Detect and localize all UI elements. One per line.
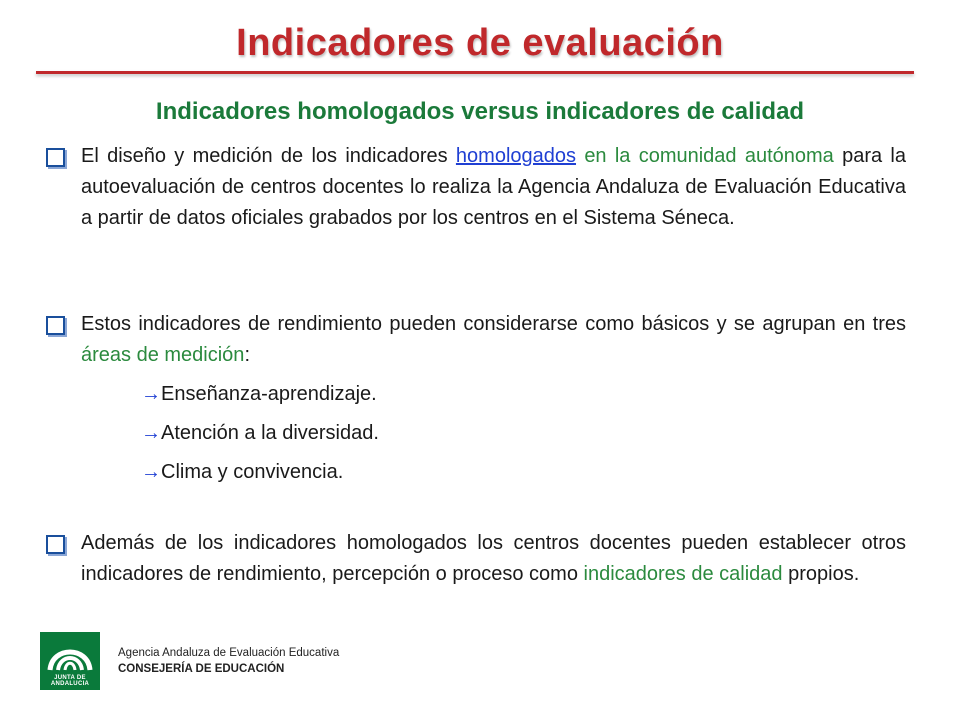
area-item: →Enseñanza-aprendizaje. <box>141 383 377 405</box>
bullet-text: Además de los indicadores homologados los centros docentes pueden establecer otros indicadores de rendimiento, percepción o proceso como indicadores de calidad propios. <box>81 532 906 585</box>
agency-name <box>118 645 339 677</box>
footer <box>40 631 339 691</box>
checkbox-square-icon <box>46 316 65 335</box>
checkbox-square-icon <box>46 535 65 554</box>
area-item: →Atención a la diversidad. <box>141 422 379 444</box>
highlight-term: áreas de medición <box>81 344 245 366</box>
bullet-text: El diseño y medición de los indicadores homologados en la comunidad autónoma para la autoevaluación de centros docentes lo realiza la Agencia Andaluza de Evaluación Educativa a partir de datos oficiales grabados por los centros en el Sistema Séneca. <box>81 145 906 229</box>
bullet-homologados <box>46 141 906 234</box>
checkbox-square-icon <box>46 148 65 167</box>
highlight-term: en la comunidad autónoma <box>584 145 834 167</box>
bullet-text: Estos indicadores de rendimiento pueden considerarse como básicos y se agrupan en tres áreas de medición: <box>81 313 906 366</box>
junta-de-andalucia-logo <box>40 632 100 690</box>
arrow-right-icon: → <box>141 422 161 444</box>
bullet-calidad <box>46 528 906 590</box>
slide-subtitle: Indicadores homologados versus indicadores de calidad <box>155 98 805 125</box>
arrow-right-icon: → <box>141 461 161 483</box>
arrow-right-icon: → <box>141 383 161 405</box>
agency-line-2: CONSEJERÍA DE EDUCACIÓN <box>118 663 285 675</box>
highlight-term: indicadores de calidad <box>583 563 783 585</box>
area-item: →Clima y convivencia. <box>141 461 344 483</box>
title-divider <box>36 71 914 74</box>
homologados-link[interactable]: homologados <box>455 145 577 167</box>
agency-line-1: Agencia Andaluza de Evaluación Educativa <box>118 647 340 659</box>
slide-title: Indicadores de evaluación <box>236 22 724 64</box>
bullet-rendimiento <box>46 309 906 371</box>
logo-caption: JUNTA DE ANDALUCIA <box>50 675 90 687</box>
logo-arches-icon <box>40 632 100 678</box>
